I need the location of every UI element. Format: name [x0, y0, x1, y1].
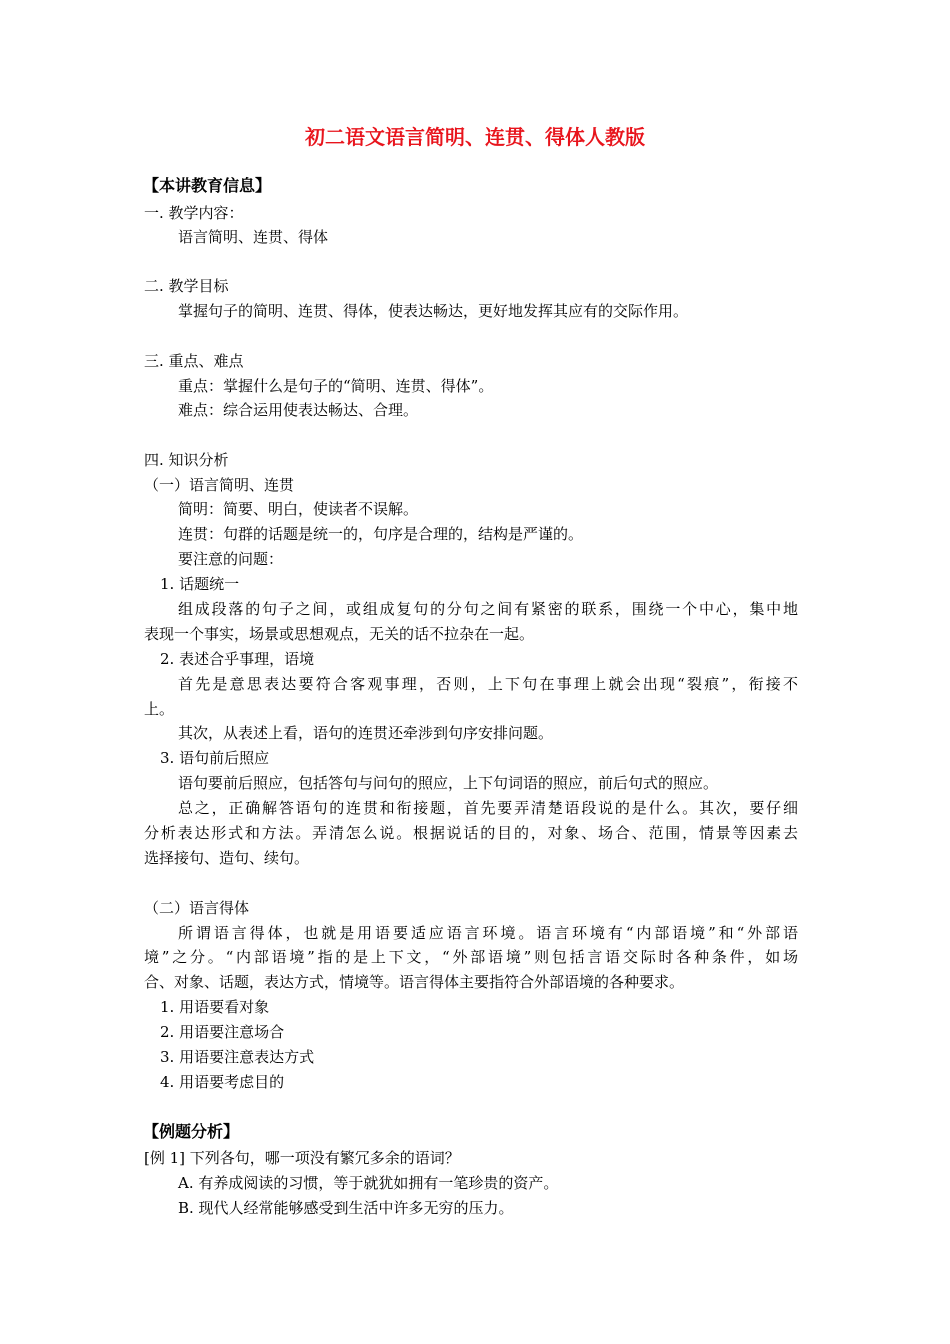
- list-item: 1. 话题统一: [160, 575, 240, 593]
- paragraph: 其次，从表述上看，语句的连贯还牵涉到句序安排问题。: [178, 724, 554, 742]
- paragraph: 语言简明、连贯、得体: [178, 228, 329, 246]
- paragraph: 语句要前后照应，包括答句与问句的照应，上下句词语的照应，前后句式的照应。: [178, 774, 719, 792]
- paragraph: 所谓语言得体，也就是用语要适应语言环境。语言环境有“内部语境”和“外部语: [178, 924, 798, 942]
- list-item: 2. 用语要注意场合: [160, 1023, 285, 1041]
- paragraph: 上。: [144, 700, 175, 718]
- list-item: 1. 用语要看对象: [160, 998, 270, 1016]
- list-item: 4. 用语要考虑目的: [160, 1073, 285, 1091]
- example-question: [例 1] 下列各句，哪一项没有繁冗多余的语词？: [144, 1149, 460, 1167]
- paragraph: 掌握句子的简明、连贯、得体，使表达畅达，更好地发挥其应有的交际作用。: [178, 302, 689, 320]
- paragraph: 分析表达形式和方法。弄清怎么说。根据说话的目的，对象、场合、范围，情景等因素去: [144, 824, 798, 842]
- heading-key-points: 三. 重点、难点: [144, 352, 244, 370]
- paragraph: 连贯：句群的话题是统一的，句序是合理的，结构是严谨的。: [178, 525, 584, 543]
- paragraph: 合、对象、话题，表达方式，情境等。语言得体主要指符合外部语境的各种要求。: [144, 973, 685, 991]
- paragraph: 选择接句、造句、续句。: [144, 849, 310, 867]
- paragraph: 简明：简要、明白，使读者不误解。: [178, 500, 419, 518]
- document-title: 初二语文语言简明、连贯、得体人教版: [305, 125, 645, 149]
- paragraph: 要注意的问题：: [178, 550, 284, 568]
- list-item: 3. 语句前后照应: [160, 749, 270, 767]
- paragraph: 首先是意思表达要符合客观事理，否则，上下句在事理上就会出现“裂痕”，衔接不: [178, 675, 798, 693]
- list-item: 3. 用语要注意表达方式: [160, 1048, 315, 1066]
- heading-teaching-goal: 二. 教学目标: [144, 277, 229, 295]
- paragraph: 组成段落的句子之间，或组成复句的分句之间有紧密的联系，围绕一个中心，集中地: [178, 600, 798, 618]
- list-item: 2. 表述合乎事理，语境: [160, 650, 315, 668]
- heading-knowledge-analysis: 四. 知识分析: [144, 451, 229, 469]
- subheading: （二）语言得体: [144, 899, 250, 917]
- example-option-b: B. 现代人经常能够感受到生活中许多无穷的压力。: [178, 1199, 514, 1217]
- paragraph: 表现一个事实，场景或思想观点，无关的话不拉杂在一起。: [144, 625, 535, 643]
- paragraph: 境”之分。“内部语境”指的是上下文，“外部语境”则包括言语交际时各种条件，如场: [144, 948, 798, 966]
- paragraph: 重点：掌握什么是句子的“简明、连贯、得体”。: [178, 377, 494, 395]
- paragraph: 难点：综合运用使表达畅达、合理。: [178, 401, 419, 419]
- subheading: （一）语言简明、连贯: [144, 476, 295, 494]
- section-heading-info: 【本讲教育信息】: [143, 176, 272, 195]
- heading-teaching-content: 一. 教学内容：: [144, 204, 244, 222]
- section-heading-examples: 【例题分析】: [143, 1122, 240, 1141]
- example-option-a: A. 有养成阅读的习惯，等于就犹如拥有一笔珍贵的资产。: [178, 1174, 559, 1192]
- paragraph: 总之，正确解答语句的连贯和衔接题，首先要弄清楚语段说的是什么。其次，要仔细: [178, 799, 798, 817]
